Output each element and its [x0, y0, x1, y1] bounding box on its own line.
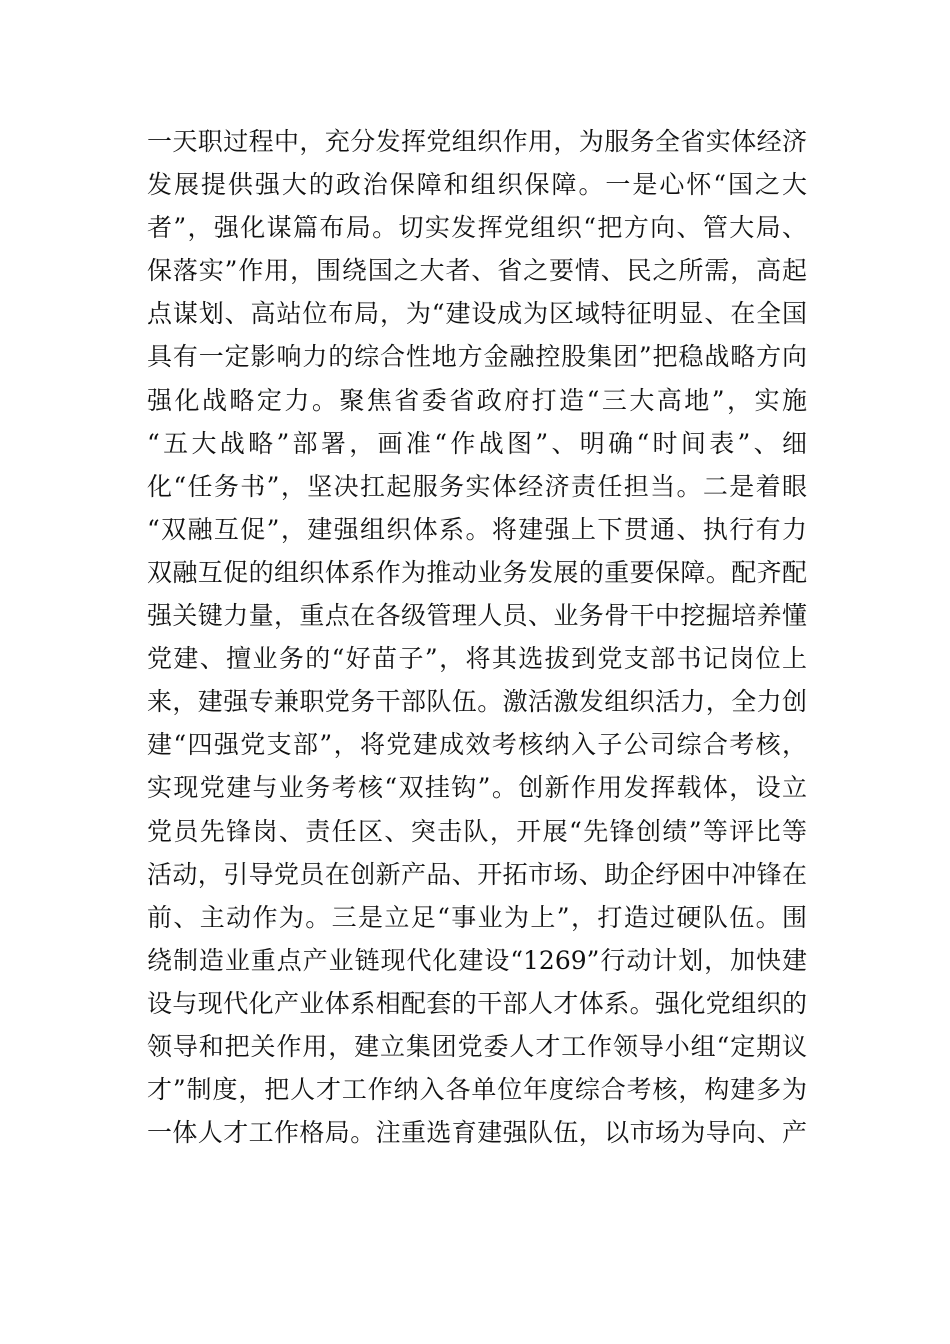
text-line: 保落实”作用，围绕国之大者、省之要情、民之所需，高起 — [147, 256, 807, 286]
text-line: 强关键力量，重点在各级管理人员、业务骨干中挖掘培养懂 — [147, 601, 807, 631]
text-line: 党建、擅业务的“好苗子”，将其选拔到党支部书记岗位上 — [147, 644, 807, 674]
text-line: “五大战略”部署，画准“作战图”、明确“时间表”、细 — [147, 428, 807, 458]
text-line: 领导和把关作用，建立集团党委人才工作领导小组“定期议 — [147, 1031, 807, 1061]
text-line: 实现党建与业务考核“双挂钩”。创新作用发挥载体，设立 — [147, 773, 807, 803]
text-line: 才”制度，把人才工作纳入各单位年度综合考核，构建多为 — [147, 1075, 807, 1105]
text-line: 绕制造业重点产业链现代化建设“1269”行动计划，加快建 — [147, 945, 807, 975]
text-line: 双融互促的组织体系作为推动业务发展的重要保障。配齐配 — [147, 557, 807, 587]
text-line: 点谋划、高站位布局，为“建设成为区域特征明显、在全国 — [147, 299, 807, 329]
text-line: 来，建强专兼职党务干部队伍。激活激发组织活力，全力创 — [147, 687, 807, 717]
text-line: 设与现代化产业体系相配套的干部人才体系。强化党组织的 — [147, 988, 807, 1018]
text-line: “双融互促”，建强组织体系。将建强上下贯通、执行有力 — [147, 514, 807, 544]
text-line: 党员先锋岗、责任区、突击队，开展“先锋创绩”等评比等 — [147, 816, 807, 846]
text-line: 具有一定影响力的综合性地方金融控股集团”把稳战略方向 — [147, 342, 807, 372]
text-line: 前、主动作为。三是立足“事业为上”，打造过硬队伍。围 — [147, 902, 807, 932]
text-line: 发展提供强大的政治保障和组织保障。一是心怀“国之大 — [147, 170, 807, 200]
text-line: 一体人才工作格局。注重选育建强队伍，以市场为导向、产 — [147, 1118, 807, 1148]
text-line: 化“任务书”，坚决扛起服务实体经济责任担当。二是着眼 — [147, 471, 807, 501]
text-line: 活动，引导党员在创新产品、开拓市场、助企纾困中冲锋在 — [147, 859, 807, 889]
text-line: 建“四强党支部”，将党建成效考核纳入子公司综合考核， — [147, 730, 807, 760]
text-line: 一天职过程中，充分发挥党组织作用，为服务全省实体经济 — [147, 127, 807, 156]
body-text — [147, 120, 807, 1154]
text-line: 强化战略定力。聚焦省委省政府打造“三大高地”，实施 — [147, 385, 807, 415]
text-line: 者”，强化谋篇布局。切实发挥党组织“把方向、管大局、 — [147, 213, 807, 243]
